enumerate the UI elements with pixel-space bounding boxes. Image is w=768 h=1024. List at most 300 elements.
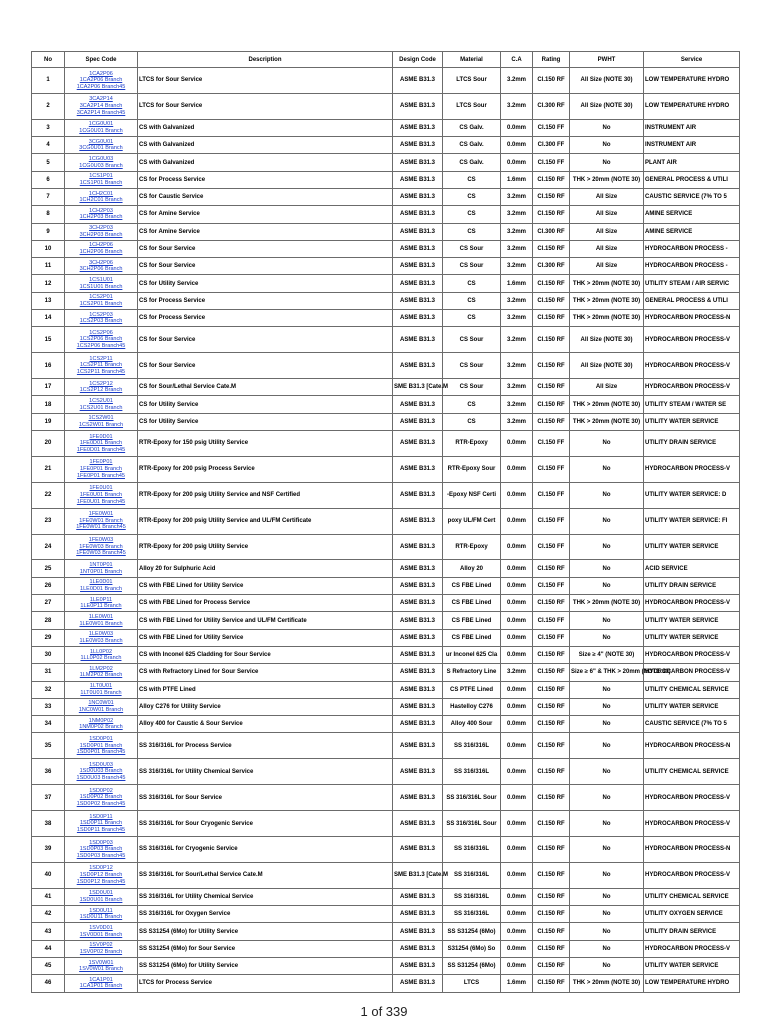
row-number: 8	[32, 206, 65, 223]
spec-code-link[interactable]: 1CG0U03	[88, 155, 114, 162]
table-row	[32, 206, 740, 223]
spec-code-link[interactable]: 1CA1P01 Branch	[79, 983, 123, 990]
description-cell: CS with Galvanized	[138, 119, 393, 136]
spec-code-cell	[65, 534, 138, 560]
table-row	[32, 646, 740, 663]
description-cell: CS for Process Service	[138, 310, 393, 327]
spec-code-link[interactable]: 1CS2P11	[89, 355, 113, 362]
row-number: 24	[32, 534, 65, 560]
service-cell: HYDROCARBON PROCESS-V	[644, 811, 740, 837]
spec-code-link[interactable]: 1SV0W01 Branch	[79, 966, 123, 973]
spec-code-cell	[65, 188, 138, 205]
ca-cell: 0.0mm	[501, 137, 533, 154]
row-number: 22	[32, 482, 65, 508]
spec-code-link[interactable]: 1LE0D01	[89, 579, 113, 586]
spec-code-link[interactable]: 1CG0U03 Branch	[79, 162, 123, 169]
pwht-cell: Size ≥ 6" & THK > 20mm (NOTE 30)	[570, 664, 644, 681]
header-rating: Rating	[533, 52, 570, 68]
material-cell: CS	[443, 275, 501, 292]
spec-code-link[interactable]: 1FE0W03 Branch	[79, 543, 123, 550]
spec-code-cell	[65, 353, 138, 379]
spec-code-cell	[65, 733, 138, 759]
rating-cell: Cl.150 RF	[533, 646, 570, 663]
design-code-cell: ASME B31.3	[393, 698, 443, 715]
spec-code-link[interactable]: 1SV0D01	[89, 924, 113, 931]
design-code-cell: ASME B31.3	[393, 612, 443, 629]
spec-code-link[interactable]: 1CS2P01 Branch	[79, 300, 123, 307]
pwht-cell: No	[570, 431, 644, 457]
service-cell: INSTRUMENT AIR	[644, 137, 740, 154]
material-cell: LTCS Sour	[443, 68, 501, 94]
rating-cell: Cl.150 RF	[533, 837, 570, 863]
design-code-cell: ASME B31.3	[393, 681, 443, 698]
spec-code-link[interactable]: 1LE0D01 Branch	[80, 585, 122, 592]
spec-code-cell	[65, 811, 138, 837]
row-number: 41	[32, 888, 65, 905]
row-number: 4	[32, 137, 65, 154]
row-number: 38	[32, 811, 65, 837]
design-code-cell: ASME B31.3	[393, 119, 443, 136]
design-code-cell: ASME B31.3	[393, 93, 443, 119]
pwht-cell: No	[570, 837, 644, 863]
spec-code-cell	[65, 508, 138, 534]
ca-cell: 0.0mm	[501, 560, 533, 577]
spec-code-link[interactable]: 1SD0U03	[89, 761, 113, 768]
spec-code-cell	[65, 716, 138, 733]
header-no: No	[32, 52, 65, 68]
header-design-code: Design Code	[393, 52, 443, 68]
row-number: 42	[32, 906, 65, 923]
description-cell: CS for Process Service	[138, 292, 393, 309]
spec-code-link[interactable]: 1FE0U01	[89, 485, 113, 492]
rating-cell: Cl.150 RF	[533, 206, 570, 223]
description-cell: SS 316/316L for Process Service	[138, 733, 393, 759]
material-cell: CS PTFE Lined	[443, 681, 501, 698]
spec-code-link[interactable]: 1LM2P02 Branch	[79, 672, 123, 679]
material-cell: SS 316/316L	[443, 888, 501, 905]
rating-cell: Cl.150 RF	[533, 888, 570, 905]
spec-code-link[interactable]: 1LM2P02	[89, 665, 113, 672]
design-code-cell: ASME B31.3	[393, 716, 443, 733]
row-number: 30	[32, 646, 65, 663]
spec-code-link[interactable]: 1CA2P06	[89, 70, 113, 77]
spec-code-link[interactable]: 1CS2P11 Branch45	[76, 368, 126, 375]
spec-code-link[interactable]: 1CS2P06	[89, 329, 113, 336]
ca-cell: 0.0mm	[501, 837, 533, 863]
design-code-cell: ASME B31.3	[393, 327, 443, 353]
spec-code-link[interactable]: 1CG0U01	[88, 121, 114, 128]
ca-cell: 3.2mm	[501, 310, 533, 327]
spec-code-link[interactable]: 1FE0P01 Branch45	[76, 472, 125, 479]
ca-cell: 3.2mm	[501, 353, 533, 379]
spec-code-link[interactable]: 1LE0W01 Branch	[79, 620, 123, 627]
ca-cell: 3.2mm	[501, 68, 533, 94]
design-code-cell: ASME B31.3	[393, 310, 443, 327]
spec-code-link[interactable]: 1SD0P03	[89, 839, 113, 846]
spec-code-cell	[65, 119, 138, 136]
spec-code-link[interactable]: 1SD0P03 Branch	[79, 846, 123, 853]
spec-code-link[interactable]: 1CS2U01 Branch	[79, 404, 123, 411]
service-cell: HYDROCARBON PROCESS -	[644, 258, 740, 275]
spec-code-link[interactable]: 1SD0U01 Branch	[79, 896, 123, 903]
spec-code-link[interactable]: 1FE0W03 Branch45	[76, 550, 126, 557]
spec-code-cell	[65, 137, 138, 154]
spec-code-link[interactable]: 1FE0P01	[89, 459, 113, 466]
spec-code-link[interactable]: 3CA2P14 Branch45	[76, 109, 126, 116]
design-code-cell: ASME B31.3	[393, 292, 443, 309]
description-cell: RTR-Epoxy for 200 psig Utility Service and NSF Certified	[138, 482, 393, 508]
material-cell: RTR-Epoxy	[443, 534, 501, 560]
design-code-cell: ASME B31.3	[393, 888, 443, 905]
pwht-cell: THK > 20mm (NOTE 30)	[570, 292, 644, 309]
design-code-cell: ASME B31.3	[393, 413, 443, 430]
rating-cell: Cl.150 RF	[533, 957, 570, 974]
pwht-cell: No	[570, 534, 644, 560]
service-cell: UTILITY WATER SERVICE	[644, 957, 740, 974]
spec-code-link[interactable]: 1LE0W01	[88, 613, 114, 620]
spec-code-cell	[65, 906, 138, 923]
spec-code-link[interactable]: 3CH2P03	[89, 225, 113, 232]
spec-code-link[interactable]: 3CA2P14 Branch	[79, 103, 123, 110]
spec-code-link[interactable]: 1SV0W01	[88, 959, 114, 966]
rating-cell: Cl.150 RF	[533, 759, 570, 785]
material-cell: CS	[443, 188, 501, 205]
spec-code-link[interactable]: 1CS2P03	[89, 311, 113, 318]
spec-code-link[interactable]: 1SD0P01	[89, 735, 113, 742]
pwht-cell: All Size (NOTE 30)	[570, 93, 644, 119]
spec-code-cell	[65, 456, 138, 482]
spec-code-link[interactable]: 1FE0D01 Branch	[79, 440, 123, 447]
spec-code-link[interactable]: 1CS2P12 Branch	[79, 387, 123, 394]
row-number: 46	[32, 975, 65, 992]
ca-cell: 0.0mm	[501, 595, 533, 612]
spec-code-cell	[65, 595, 138, 612]
spec-code-cell	[65, 482, 138, 508]
spec-code-link[interactable]: 1CS1U01 Branch	[79, 283, 123, 290]
pwht-cell: Size ≥ 4" (NOTE 30)	[570, 646, 644, 663]
material-cell: CS	[443, 206, 501, 223]
rating-cell: Cl.150 RF	[533, 413, 570, 430]
design-code-cell: ASME B31.3	[393, 137, 443, 154]
spec-code-link[interactable]: 1LE0P11	[89, 596, 113, 603]
design-code-cell: ASME B31.3	[393, 595, 443, 612]
pwht-cell: No	[570, 698, 644, 715]
spec-code-link[interactable]: 1SD0P11	[89, 813, 113, 820]
row-number: 45	[32, 957, 65, 974]
pwht-cell: No	[570, 716, 644, 733]
table-row	[32, 508, 740, 534]
material-cell: ur Inconel 625 Cla	[443, 646, 501, 663]
spec-code-link[interactable]: 1CA2P06 Branch45	[76, 83, 126, 90]
pwht-cell: No	[570, 862, 644, 888]
description-cell: CS with Refractory Lined for Sour Service	[138, 664, 393, 681]
spec-code-link[interactable]: 3CA2P14	[89, 96, 113, 103]
table-row	[32, 837, 740, 863]
rating-cell: Cl.150 RF	[533, 327, 570, 353]
description-cell: RTR-Epoxy for 200 psig Process Service	[138, 456, 393, 482]
spec-code-link[interactable]: 1CS2W01	[88, 415, 114, 422]
spec-code-link[interactable]: 1SD0P01 Branch45	[76, 749, 126, 756]
row-number: 39	[32, 837, 65, 863]
design-code-cell: ASME B31.3	[393, 68, 443, 94]
spec-code-link[interactable]: 1CG0U01 Branch	[79, 127, 123, 134]
spec-code-cell	[65, 940, 138, 957]
rating-cell: Cl.150 RF	[533, 560, 570, 577]
pwht-cell: No	[570, 888, 644, 905]
material-cell: CS	[443, 171, 501, 188]
spec-code-link[interactable]: 1SD0U01	[89, 890, 113, 897]
service-cell: UTILITY OXYGEN SERVICE	[644, 906, 740, 923]
service-cell: PLANT AIR	[644, 154, 740, 171]
ca-cell: 0.0mm	[501, 508, 533, 534]
spec-code-link[interactable]: 1SD0U11 Branch	[79, 914, 123, 921]
spec-code-link[interactable]: 1CS2W01 Branch	[78, 421, 124, 428]
spec-code-cell	[65, 681, 138, 698]
spec-code-link[interactable]: 1CS2P11 Branch	[79, 362, 123, 369]
description-cell: RTR-Epoxy for 200 psig Utility Service	[138, 534, 393, 560]
spec-code-cell	[65, 396, 138, 413]
spec-code-link[interactable]: 1LE0P11 Branch	[80, 603, 122, 610]
ca-cell: 0.0mm	[501, 698, 533, 715]
spec-code-link[interactable]: 1NC0W01	[88, 700, 114, 707]
spec-code-link[interactable]: 1CH2P06 Branch	[79, 249, 123, 255]
description-cell: CS with FBE Lined for Process Service	[138, 595, 393, 612]
ca-cell: 1.6mm	[501, 275, 533, 292]
row-number: 21	[32, 456, 65, 482]
pwht-cell: THK > 20mm (NOTE 30)	[570, 275, 644, 292]
spec-code-link[interactable]: 1CH2P06	[89, 242, 113, 249]
description-cell: CS with Galvanized	[138, 137, 393, 154]
row-number: 9	[32, 223, 65, 240]
ca-cell: 3.2mm	[501, 188, 533, 205]
spec-code-link[interactable]: 1CS2P03 Branch	[79, 318, 123, 325]
rating-cell: Cl.300 RF	[533, 93, 570, 119]
spec-code-link[interactable]: 1FE0D01	[89, 433, 113, 440]
rating-cell: Cl.150 FF	[533, 154, 570, 171]
table-row	[32, 759, 740, 785]
spec-code-cell	[65, 698, 138, 715]
material-cell: LTCS	[443, 975, 501, 992]
spec-code-link[interactable]: 1SV0P02	[89, 942, 113, 949]
table-row	[32, 310, 740, 327]
service-cell: HYDROCARBON PROCESS-V	[644, 456, 740, 482]
spec-code-link[interactable]: 1CS2P06 Branch45	[76, 343, 126, 350]
design-code-cell: ASME B31.3	[393, 353, 443, 379]
service-cell: HYDROCARBON PROCESS-N	[644, 837, 740, 863]
ca-cell: 3.2mm	[501, 292, 533, 309]
design-code-cell: ASME B31.3	[393, 940, 443, 957]
spec-code-link[interactable]: 1CS1P01 Branch	[79, 179, 123, 186]
design-code-cell: ASME B31.3	[393, 240, 443, 257]
spec-code-link[interactable]: 1NM0P02 Branch	[79, 724, 123, 731]
spec-code-link[interactable]: 1SD0P12	[89, 865, 113, 872]
row-number: 3	[32, 119, 65, 136]
spec-code-link[interactable]: 1LL0P02 Branch	[80, 655, 122, 662]
row-number: 11	[32, 258, 65, 275]
header-spec-code: Spec Code	[65, 52, 138, 68]
material-cell: CS	[443, 223, 501, 240]
service-cell: HYDROCARBON PROCESS-V	[644, 379, 740, 396]
spec-code-link[interactable]: 1SD0P02	[89, 787, 113, 794]
table-row	[32, 292, 740, 309]
spec-code-link[interactable]: 1FE0W01 Branch45	[76, 524, 126, 531]
spec-code-link[interactable]: 3CH2P06 Branch	[79, 266, 123, 273]
spec-code-link[interactable]: 1CS2P06 Branch	[79, 336, 123, 343]
spec-code-link[interactable]: 3CG0U01	[88, 138, 114, 145]
rating-cell: Cl.150 RF	[533, 940, 570, 957]
spec-code-link[interactable]: 1CH2P03	[89, 207, 113, 214]
ca-cell: 0.0mm	[501, 482, 533, 508]
row-number: 19	[32, 413, 65, 430]
design-code-cell: ASME B31.3	[393, 154, 443, 171]
spec-code-link[interactable]: 1SD0P11 Branch	[79, 820, 123, 827]
spec-code-link[interactable]: 1SD0U11	[89, 907, 113, 914]
rating-cell: Cl.150 RF	[533, 310, 570, 327]
description-cell: SS 316/316L for Utility Chemical Service	[138, 759, 393, 785]
spec-code-link[interactable]: 1NC0W01 Branch	[78, 706, 124, 713]
material-cell: CS Sour	[443, 258, 501, 275]
spec-code-cell	[65, 379, 138, 396]
spec-code-link[interactable]: 1LT0U01 Branch	[80, 689, 122, 696]
spec-code-link[interactable]: 3CH2P06	[89, 259, 113, 266]
spec-code-cell	[65, 862, 138, 888]
rating-cell: Cl.150 FF	[533, 577, 570, 594]
header-ca: C.A	[501, 52, 533, 68]
spec-code-link[interactable]: 1SD0P12 Branch	[79, 872, 123, 879]
spec-code-link[interactable]: 1CH2P03 Branch	[79, 214, 123, 221]
spec-code-link[interactable]: 1CA1P01	[89, 976, 113, 983]
spec-code-link[interactable]: 1CH2C01 Branch	[79, 197, 123, 204]
spec-code-link[interactable]: 1SD0P02 Branch45	[76, 800, 126, 807]
design-code-cell: ASME B31.3	[393, 560, 443, 577]
ca-cell: 0.0mm	[501, 940, 533, 957]
spec-code-link[interactable]: 1FE0W03	[88, 537, 114, 544]
design-code-cell: ASME B31.3	[393, 508, 443, 534]
spec-code-link[interactable]: 1FE0U01 Branch45	[76, 498, 126, 505]
material-cell: S Refractory Line	[443, 664, 501, 681]
spec-code-link[interactable]: 1CH2C01	[88, 190, 114, 197]
description-cell: CS with Galvanized	[138, 154, 393, 171]
material-cell: CS Galv.	[443, 137, 501, 154]
pwht-cell: No	[570, 733, 644, 759]
description-cell: CS for Sour Service	[138, 258, 393, 275]
spec-code-cell	[65, 275, 138, 292]
rating-cell: Cl.150 RF	[533, 975, 570, 992]
row-number: 32	[32, 681, 65, 698]
spec-code-cell	[65, 154, 138, 171]
service-cell: HYDROCARBON PROCESS-N	[644, 733, 740, 759]
spec-code-cell	[65, 785, 138, 811]
ca-cell: 0.0mm	[501, 119, 533, 136]
service-cell: HYDROCARBON PROCESS-N	[644, 310, 740, 327]
spec-code-link[interactable]: 1FE0W01	[88, 511, 114, 518]
spec-code-cell	[65, 646, 138, 663]
table-row	[32, 612, 740, 629]
row-number: 12	[32, 275, 65, 292]
spec-code-link[interactable]: 1SV0P02 Branch	[79, 948, 123, 955]
spec-code-link[interactable]: 1SD0P01 Branch	[79, 742, 123, 749]
service-cell: UTILITY WATER SERVICE: FI	[644, 508, 740, 534]
spec-code-link[interactable]: 1LE0W03 Branch	[79, 637, 123, 644]
spec-code-link[interactable]: 1CS1P01	[89, 173, 113, 180]
spec-code-link[interactable]: 1SD0P03 Branch45	[76, 852, 126, 859]
pwht-cell: No	[570, 957, 644, 974]
spec-code-link[interactable]: 1FE0P01 Branch	[80, 466, 122, 473]
ca-cell: 0.0mm	[501, 154, 533, 171]
spec-code-link[interactable]: 1CS2P12	[89, 380, 113, 387]
spec-code-link[interactable]: 1NM0P02	[88, 717, 114, 724]
spec-code-link[interactable]: 1LE0W03	[88, 631, 114, 638]
spec-code-link[interactable]: 1CS2U01	[89, 397, 113, 404]
spec-code-link[interactable]: 1FE0D01 Branch45	[76, 446, 126, 453]
design-code-cell: ASME B31.3	[393, 171, 443, 188]
spec-code-link[interactable]: 1FE0U01 Branch	[79, 491, 123, 498]
ca-cell: 3.2mm	[501, 327, 533, 353]
row-number: 36	[32, 759, 65, 785]
spec-code-link[interactable]: 3CG0U01 Branch	[79, 145, 123, 152]
design-code-cell: ASME B31.3	[393, 188, 443, 205]
spec-code-link[interactable]: 3CH2P03 Branch	[79, 231, 123, 238]
spec-code-link[interactable]: 1SD0P02 Branch	[79, 794, 123, 801]
service-cell: HYDROCARBON PROCESS-V	[644, 940, 740, 957]
pwht-cell: No	[570, 681, 644, 698]
ca-cell: 3.2mm	[501, 206, 533, 223]
spec-code-cell	[65, 664, 138, 681]
service-cell: AMINE SERVICE	[644, 206, 740, 223]
material-cell: CS Galv.	[443, 154, 501, 171]
design-code-cell: ASME B31.3	[393, 431, 443, 457]
spec-code-link[interactable]: 1SV0D01 Branch	[79, 931, 123, 938]
spec-code-link[interactable]: 1FE0W01 Branch	[79, 517, 123, 524]
spec-code-link[interactable]: 1CS1U01	[89, 277, 113, 283]
spec-code-link[interactable]: 1LT0U01	[89, 683, 113, 690]
rating-cell: Cl.150 FF	[533, 431, 570, 457]
ca-cell: 0.0mm	[501, 957, 533, 974]
description-cell: CS with PTFE Lined	[138, 681, 393, 698]
spec-code-link[interactable]: 1NT0P01	[89, 562, 113, 569]
spec-code-link[interactable]: 1LL0P02	[89, 648, 113, 655]
design-code-cell: ASME B31.3	[393, 646, 443, 663]
design-code-cell: ASME B31.3	[393, 975, 443, 992]
table-row	[32, 396, 740, 413]
material-cell: SS 316/316L Sour	[443, 811, 501, 837]
design-code-cell: ASME B31.3	[393, 664, 443, 681]
table-row	[32, 258, 740, 275]
description-cell: LTCS for Process Service	[138, 975, 393, 992]
spec-code-link[interactable]: 1NT0P01 Branch	[79, 568, 123, 575]
pwht-cell: THK > 20mm (NOTE 30)	[570, 975, 644, 992]
spec-code-link[interactable]: 1SD0U03 Branch45	[76, 775, 126, 782]
description-cell: CS for Utility Service	[138, 396, 393, 413]
spec-code-link[interactable]: 1CA2P06 Branch	[79, 77, 123, 84]
spec-code-cell	[65, 413, 138, 430]
spec-code-link[interactable]: 1SD0P12 Branch45	[76, 878, 126, 885]
pwht-cell: All Size	[570, 379, 644, 396]
ca-cell: 3.2mm	[501, 379, 533, 396]
service-cell: UTILITY WATER SERVICE	[644, 534, 740, 560]
table-row	[32, 681, 740, 698]
table-row	[32, 379, 740, 396]
service-cell: UTILITY STEAM / WATER SE	[644, 396, 740, 413]
row-number: 5	[32, 154, 65, 171]
rating-cell: Cl.150 RF	[533, 275, 570, 292]
spec-code-link[interactable]: 1SD0P11 Branch45	[76, 826, 126, 833]
spec-code-link[interactable]: 1SD0U03 Branch	[79, 768, 123, 775]
description-cell: RTR-Epoxy for 200 psig Utility Service and UL/FM Certificate	[138, 508, 393, 534]
description-cell: SS 316/316L for Utility Chemical Service	[138, 888, 393, 905]
spec-code-link[interactable]: 1CS2P01	[89, 294, 113, 301]
row-number: 14	[32, 310, 65, 327]
